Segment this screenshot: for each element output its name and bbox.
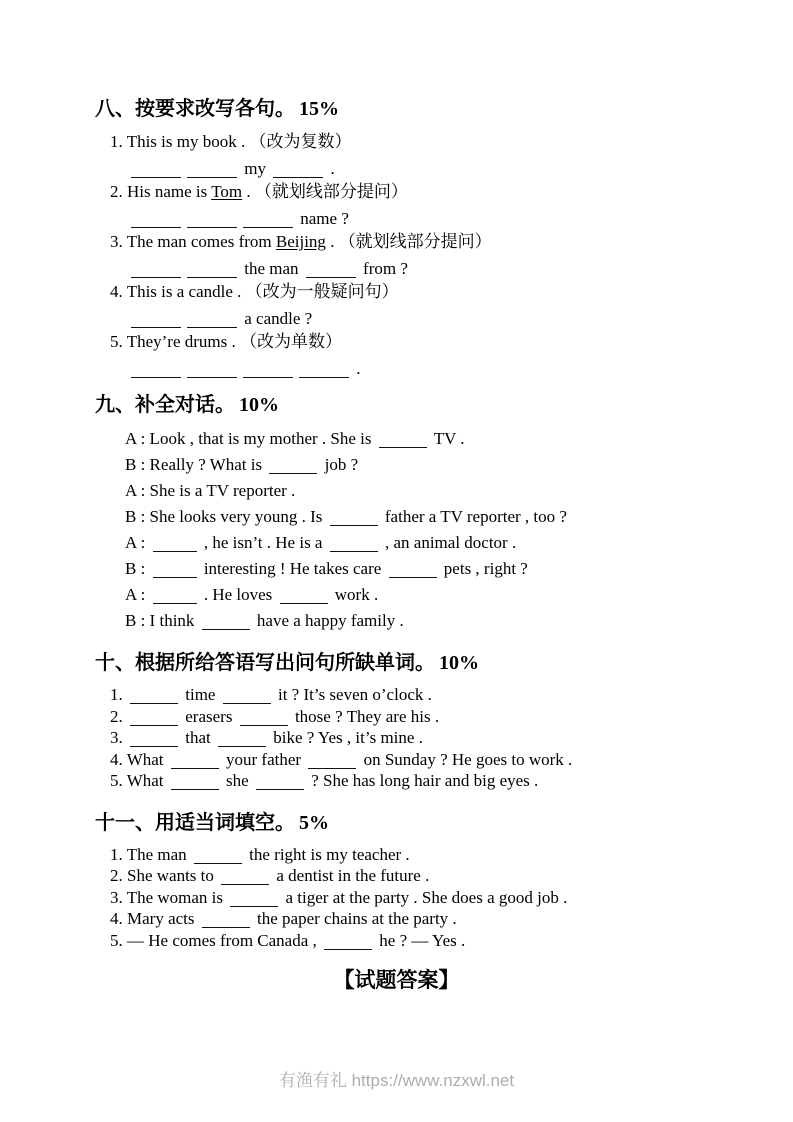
text-run: 4. Mary acts <box>110 909 199 928</box>
worksheet-line <box>125 426 753 452</box>
text-run: 3. The man comes from <box>110 232 276 251</box>
text-run: have a happy family . <box>252 611 404 630</box>
text-run: B : <box>125 559 150 578</box>
answer-key-heading: 【试题答案】 <box>333 969 460 992</box>
text-run: the man <box>240 259 303 278</box>
answer-blank <box>187 163 237 178</box>
answer-blank <box>187 313 237 328</box>
answer-blank <box>243 213 293 228</box>
worksheet-line <box>110 684 753 706</box>
text-run: 2. She wants to <box>110 866 219 885</box>
worksheet-line <box>125 452 753 478</box>
section-title-text: 十一、用适当词填空。 <box>95 811 295 834</box>
answer-blank <box>230 891 278 906</box>
text-run: A : <box>125 533 150 552</box>
answer-blank <box>202 913 250 928</box>
section-score: 10% <box>239 394 279 416</box>
worksheet-line <box>125 504 753 530</box>
section-title-text: 八、按要求改写各句。 <box>95 98 295 120</box>
section-score: 15% <box>299 98 339 120</box>
answer-blank <box>243 363 293 378</box>
text-run: name ? <box>296 209 349 228</box>
answer-blank <box>330 537 378 552</box>
answer-blank <box>131 263 181 278</box>
text-run: 3. The woman is <box>110 887 228 907</box>
text-run: . （就划线部分提问） <box>242 182 408 201</box>
text-run: your father <box>221 749 306 769</box>
text-run: my <box>240 159 271 178</box>
text-run: job ? <box>320 455 359 474</box>
text-run: that <box>181 728 215 747</box>
answer-line <box>128 257 753 280</box>
answer-blank <box>308 753 356 768</box>
text-run: it ? It’s seven o’clock . <box>273 685 432 704</box>
text-run: TV . <box>429 429 465 448</box>
answer-blank <box>131 363 181 378</box>
text-run: those ? They are his . <box>290 706 440 726</box>
answer-blank <box>131 163 181 178</box>
text-run: 2. His name is <box>110 182 212 201</box>
answer-blank <box>131 213 181 228</box>
text-run: A : <box>125 585 150 604</box>
text-run: 1. This is my book . （改为复数） <box>110 132 352 151</box>
text-run: B : She looks very young . Is <box>125 507 327 526</box>
question-line <box>110 230 753 253</box>
answer-blank <box>171 753 219 768</box>
answer-blank <box>324 934 372 949</box>
section-title <box>95 810 753 836</box>
section-score: 10% <box>439 652 479 674</box>
answer-blank <box>218 732 266 747</box>
worksheet-line <box>125 478 753 504</box>
text-run: B : Really ? What is <box>125 455 267 474</box>
answer-line <box>128 157 753 180</box>
worksheet-line <box>125 582 753 608</box>
text-run: B : I think <box>125 611 199 630</box>
section-8 <box>95 96 753 380</box>
answer-blank <box>187 213 237 228</box>
text-run: time <box>181 685 220 704</box>
worksheet-line <box>125 608 753 634</box>
worksheet-line <box>110 770 753 792</box>
answer-line <box>128 357 753 380</box>
text-run: work . <box>330 585 379 604</box>
answer-blank <box>240 710 288 725</box>
worksheet-line <box>110 727 753 749</box>
text-run: . <box>326 159 335 178</box>
footer <box>0 1066 793 1091</box>
underlined-word: Beijing <box>275 232 326 251</box>
text-run: interesting ! He takes care <box>199 559 386 578</box>
answer-blank <box>130 710 178 725</box>
sections-container <box>0 96 793 951</box>
answer-blank <box>256 775 304 790</box>
answer-line <box>128 307 753 330</box>
worksheet-line <box>110 887 753 909</box>
section-title-text: 九、补全对话。 <box>95 394 235 416</box>
worksheet-line <box>125 530 753 556</box>
section-title-text: 十、根据所给答语写出问句所缺单词。 <box>95 652 435 674</box>
answer-blank <box>202 615 250 630</box>
text-run: , an animal doctor . <box>380 533 517 552</box>
text-run: . He loves <box>199 585 277 604</box>
section-score: 5% <box>299 811 329 834</box>
answer-blank <box>131 313 181 328</box>
answer-blank <box>273 163 323 178</box>
text-run: 3. <box>110 728 127 747</box>
answer-blank <box>299 363 349 378</box>
text-run: A : She is a TV reporter . <box>125 481 296 500</box>
text-run: bike ? Yes , it’s mine . <box>269 728 423 747</box>
answer-blank <box>389 563 437 578</box>
worksheet-line <box>125 556 753 582</box>
text-run: a dentist in the future . <box>272 866 430 885</box>
answer-blank <box>153 589 197 604</box>
question-line <box>110 330 753 353</box>
answer-blank <box>153 563 197 578</box>
answer-blank <box>330 511 378 526</box>
section-11 <box>95 810 753 952</box>
text-run: a tiger at the party . She does a good job . <box>281 887 568 907</box>
text-run: the paper chains at the party . <box>252 909 457 928</box>
answer-blank <box>223 689 271 704</box>
answer-blank <box>130 732 178 747</box>
answer-blank <box>221 870 269 885</box>
text-run: she <box>221 771 253 790</box>
text-run: 4. This is a candle . （改为一般疑问句） <box>110 282 399 301</box>
text-run: father a TV reporter , too ? <box>380 507 567 526</box>
text-run: on Sunday ? He goes to work . <box>359 749 573 769</box>
section-title <box>95 96 753 122</box>
answer-line <box>128 207 753 230</box>
text-run: ? She has long hair and big eyes . <box>306 771 539 790</box>
question-line <box>110 130 753 153</box>
answer-blank <box>306 263 356 278</box>
question-line <box>110 280 753 303</box>
text-run: 1. The man <box>110 844 191 864</box>
text-run: A : Look , that is my mother . She is <box>125 429 376 448</box>
answer-blank <box>194 848 242 863</box>
answer-blank <box>280 589 328 604</box>
text-run: 2. <box>110 706 127 726</box>
text-run: . <box>352 359 361 378</box>
text-run: a candle ? <box>240 309 313 328</box>
question-line <box>110 180 753 203</box>
answer-blank <box>187 263 237 278</box>
answer-blank <box>153 537 197 552</box>
text-run: from ? <box>358 259 408 278</box>
footer-site-text: 有渔有礼 https://www.nzxwl.net <box>278 1071 515 1090</box>
text-run: pets , right ? <box>439 559 528 578</box>
section-9 <box>95 392 753 634</box>
worksheet-line <box>110 930 753 952</box>
text-run: erasers <box>181 706 237 726</box>
worksheet-line <box>110 865 753 887</box>
text-run: , he isn’t . He is a <box>199 533 327 552</box>
worksheet-line <box>110 908 753 930</box>
worksheet-line <box>110 749 753 771</box>
text-run: 5. They’re drums . （改为单数） <box>110 332 342 351</box>
text-run: 5. What <box>110 771 168 790</box>
text-run: the right is my teacher . <box>244 844 410 864</box>
answer-blank <box>171 775 219 790</box>
answer-blank <box>379 433 427 448</box>
underlined-word: Tom <box>211 182 243 201</box>
worksheet-line <box>110 844 753 866</box>
text-run: 5. — He comes from Canada , <box>110 930 322 950</box>
text-run: . （就划线部分提问） <box>325 232 492 251</box>
text-run: 1. <box>110 685 127 704</box>
answer-blank <box>187 363 237 378</box>
answer-blank <box>269 459 317 474</box>
section-title <box>95 392 753 418</box>
text-run: 4. What <box>110 749 168 769</box>
answer-blank <box>130 689 178 704</box>
section-10 <box>95 650 753 792</box>
section-title <box>95 650 753 676</box>
worksheet-line <box>110 706 753 728</box>
text-run: he ? — Yes . <box>375 930 466 950</box>
